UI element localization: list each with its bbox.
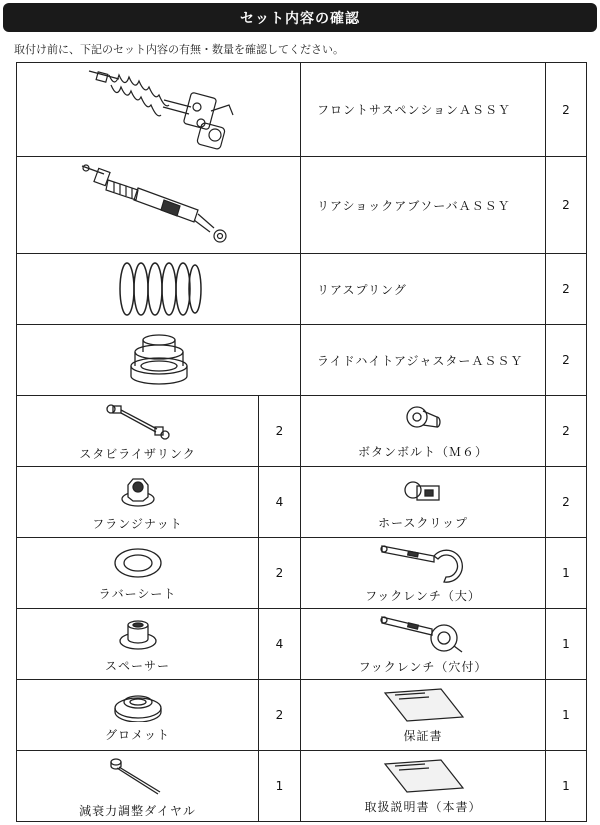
stabilizer-link-icon <box>103 401 173 441</box>
rear-spring-icon <box>109 256 209 322</box>
item-qty: 2 <box>546 325 587 396</box>
item-name: フロントサスペンションＡＳＳＹ <box>301 63 546 157</box>
item-name: リアスプリング <box>301 254 546 325</box>
item-cell <box>301 538 546 609</box>
item-name: スタビライザリンク <box>79 446 196 461</box>
hose-clip-icon <box>403 474 443 510</box>
parts-table <box>16 62 587 822</box>
item-qty: 1 <box>546 538 587 609</box>
table-row <box>17 396 587 467</box>
section-title-bar <box>3 3 597 32</box>
item-qty: 2 <box>546 63 587 157</box>
warranty-card-icon <box>381 687 465 723</box>
item-name: ボタンボルト（Ｍ６） <box>357 444 488 459</box>
flange-nut-icon <box>118 473 158 511</box>
table-row <box>17 467 587 538</box>
item-qty: 1 <box>259 751 301 822</box>
table-row <box>17 63 587 157</box>
item-qty: 4 <box>259 467 301 538</box>
item-cell <box>17 538 259 609</box>
item-cell <box>17 396 259 467</box>
hook-wrench-large-icon <box>378 543 468 583</box>
table-row <box>17 157 587 254</box>
item-name: ホースクリップ <box>378 515 468 530</box>
damping-dial-icon <box>108 754 168 798</box>
hook-wrench-hole-icon <box>378 614 468 654</box>
table-row <box>17 609 587 680</box>
item-name: スペーサー <box>104 658 170 673</box>
item-cell <box>17 609 259 680</box>
manual-icon <box>381 758 465 794</box>
item-cell <box>301 396 546 467</box>
item-name: ラバーシート <box>98 586 177 601</box>
front-suspension-icon <box>79 65 239 155</box>
button-bolt-icon <box>403 403 443 439</box>
table-row <box>17 751 587 822</box>
rear-spring-image-cell <box>17 254 301 325</box>
item-qty: 2 <box>259 396 301 467</box>
item-name: 取扱説明書（本書） <box>364 799 482 814</box>
item-qty: 2 <box>546 157 587 254</box>
item-cell <box>301 751 546 822</box>
table-row <box>17 538 587 609</box>
item-cell <box>17 467 259 538</box>
rubber-seat-icon <box>112 545 164 581</box>
item-name: フックレンチ（穴付） <box>358 659 488 674</box>
item-cell <box>301 467 546 538</box>
table-row <box>17 325 587 396</box>
item-name: ライドハイトアジャスターＡＳＳＹ <box>301 325 546 396</box>
item-name: グロメット <box>104 727 170 742</box>
ride-height-adjuster-icon <box>124 330 194 390</box>
item-qty: 2 <box>546 396 587 467</box>
item-qty: 2 <box>259 538 301 609</box>
item-cell <box>17 751 259 822</box>
ride-height-adjuster-image-cell <box>17 325 301 396</box>
table-row <box>17 680 587 751</box>
item-name: フックレンチ（大） <box>365 588 481 603</box>
item-name: リアショックアブソーバＡＳＳＹ <box>301 157 546 254</box>
item-name: 保証書 <box>403 728 443 743</box>
item-qty: 1 <box>546 680 587 751</box>
rear-shock-image-cell <box>17 157 301 254</box>
intro-text: 取付け前に、下記のセット内容の有無・数量を確認してください。 <box>14 43 344 56</box>
item-qty: 1 <box>546 751 587 822</box>
spacer-icon <box>116 615 160 653</box>
front-suspension-image-cell <box>17 63 301 157</box>
item-qty: 4 <box>259 609 301 680</box>
item-qty: 2 <box>546 254 587 325</box>
item-qty: 2 <box>546 467 587 538</box>
item-qty: 1 <box>546 609 587 680</box>
item-cell <box>301 680 546 751</box>
section-title: セット内容の確認 <box>240 10 360 27</box>
grommet-icon <box>112 688 164 722</box>
item-name: フランジナット <box>92 516 183 531</box>
table-row <box>17 254 587 325</box>
item-cell <box>17 680 259 751</box>
item-name: 減衰力調整ダイヤル <box>79 803 196 818</box>
item-cell <box>301 609 546 680</box>
rear-shock-absorber-icon <box>74 160 244 250</box>
item-qty: 2 <box>259 680 301 751</box>
